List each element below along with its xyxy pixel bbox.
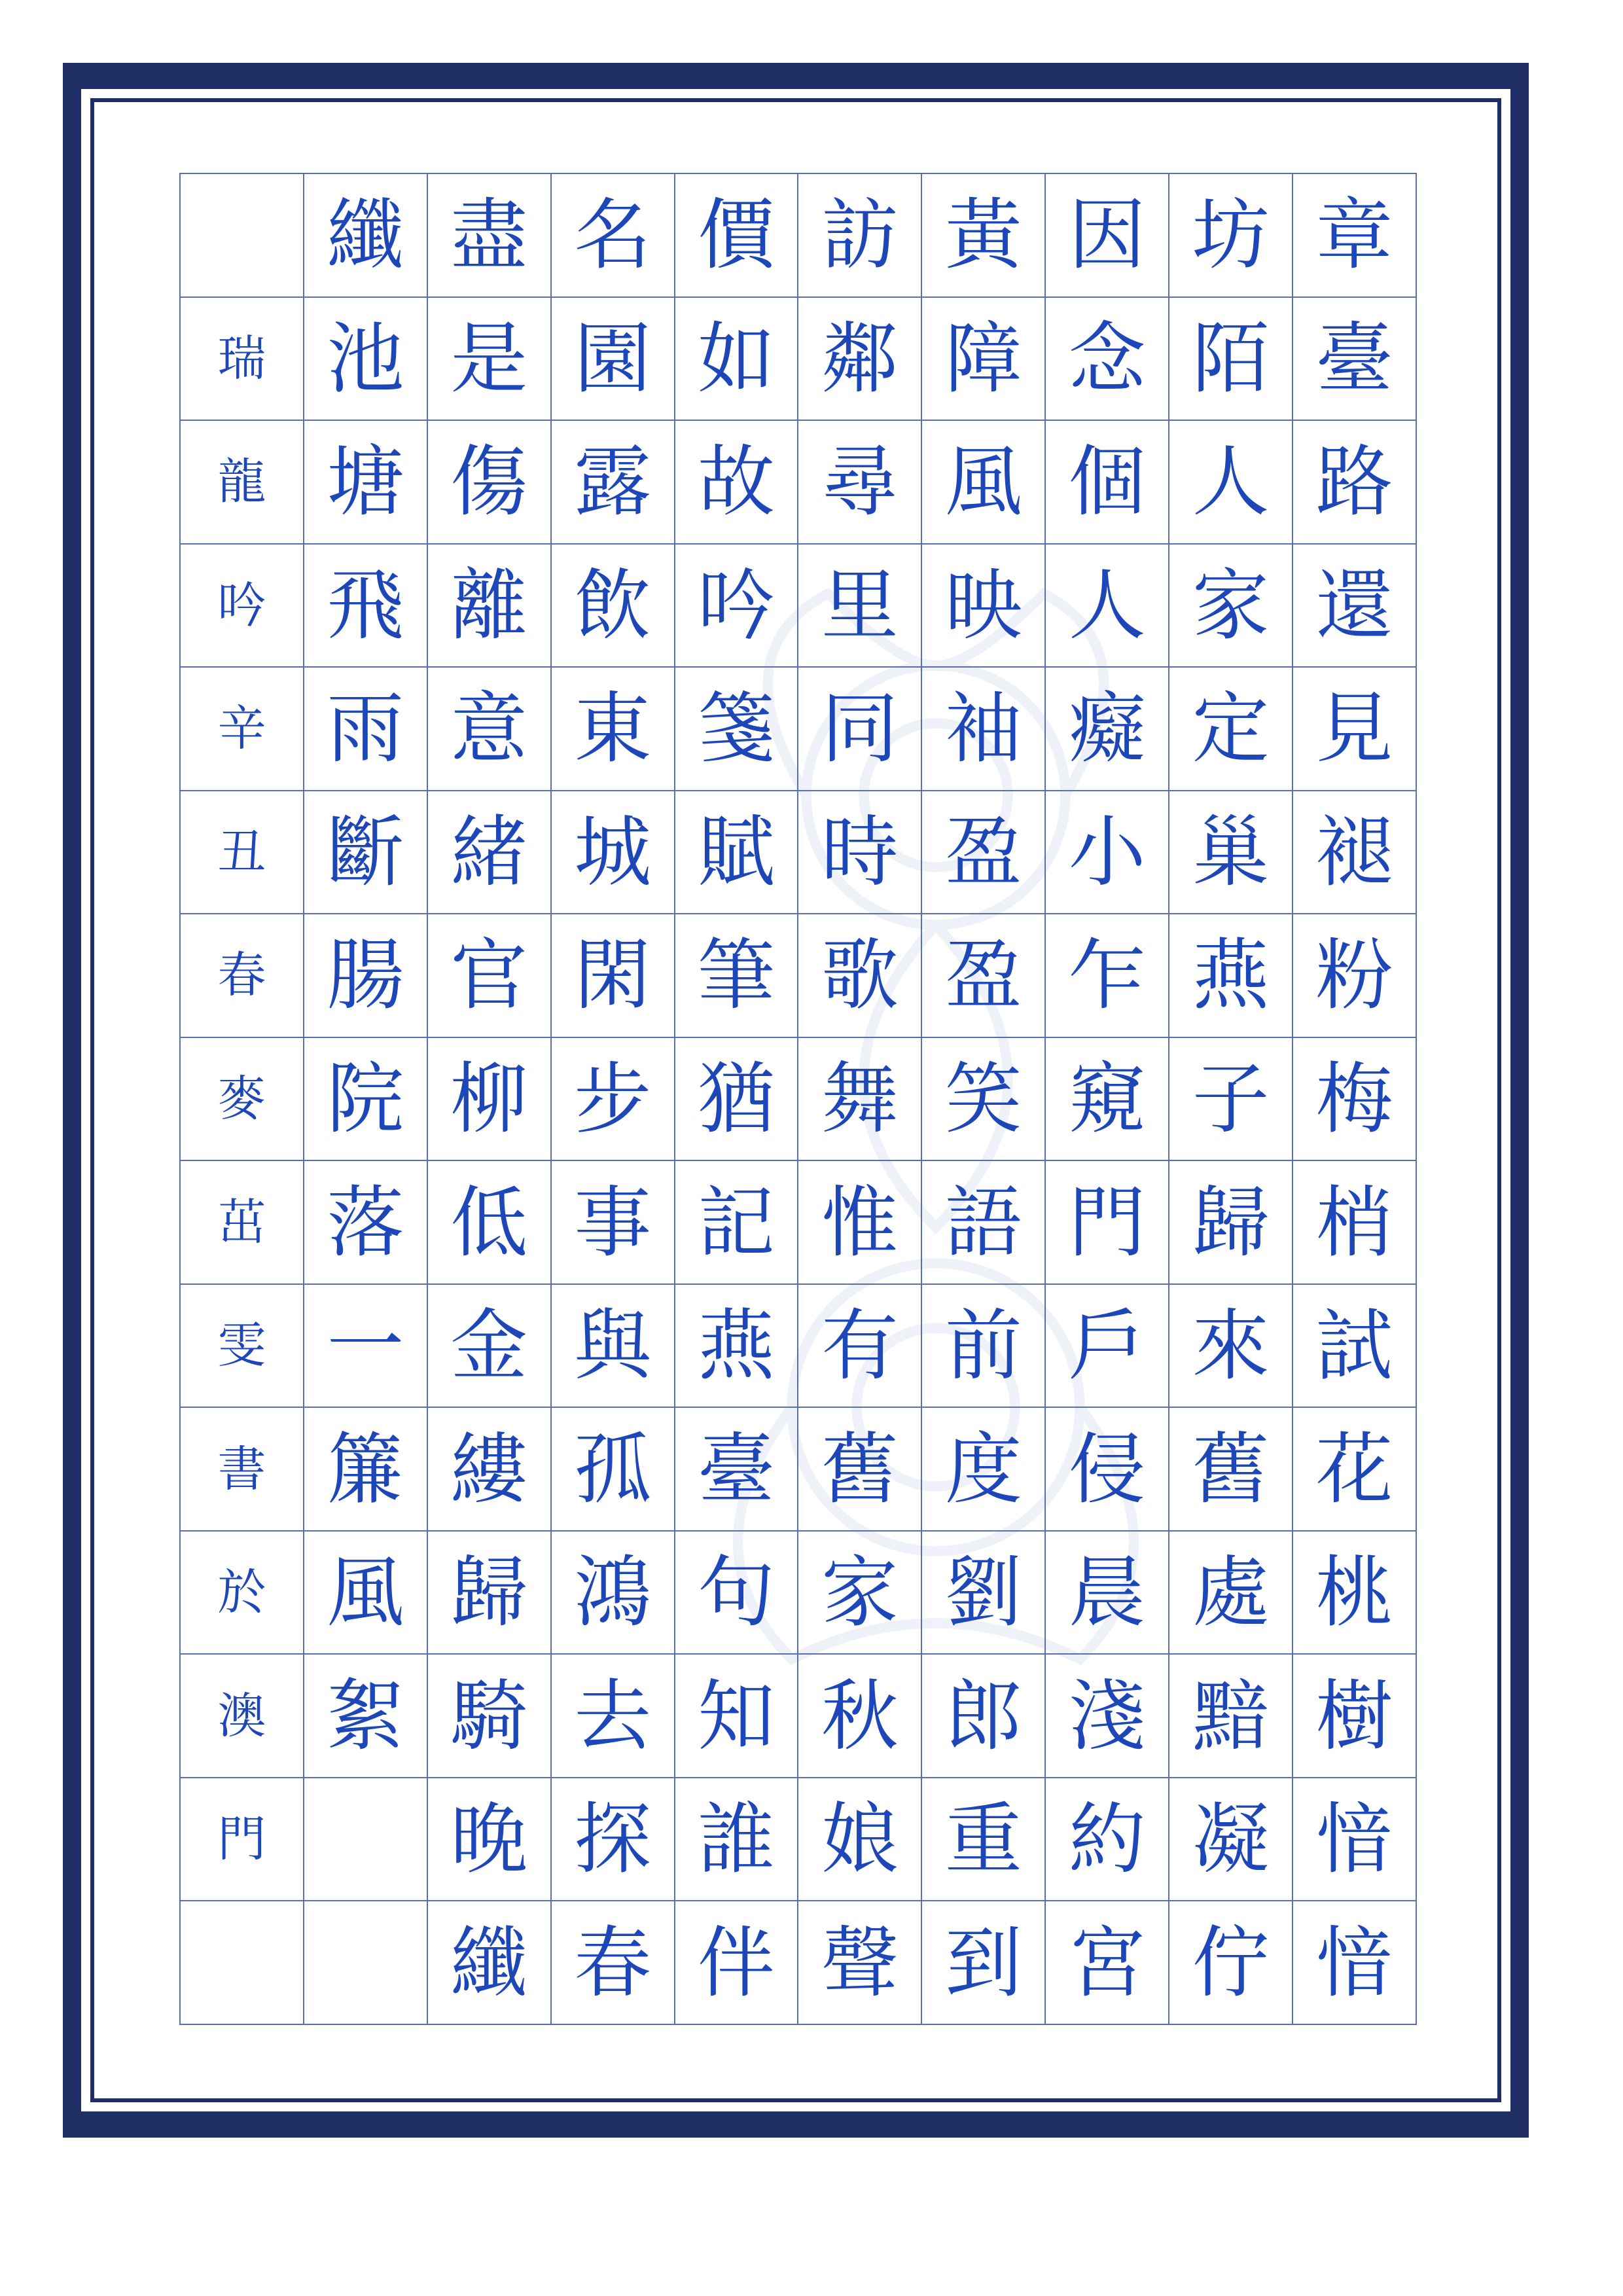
poem-char-cell: 同 [798, 668, 922, 791]
poem-char-cell: 訪 [798, 174, 922, 298]
poem-char-cell: 纖 [428, 1901, 552, 2025]
poem-char-cell: 念 [1046, 298, 1169, 422]
poem-char-cell: 障 [922, 298, 1046, 422]
poem-char-cell: 佇 [1169, 1901, 1293, 2025]
poem-char-cell: 故 [675, 421, 799, 545]
poem-char-cell: 定 [1169, 668, 1293, 791]
poem-char-cell: 塘 [304, 421, 428, 545]
poem-char-cell: 桃 [1293, 1532, 1417, 1655]
poem-char-cell: 子 [1169, 1038, 1293, 1162]
poem-char-cell: 重 [922, 1778, 1046, 1902]
poem-char-cell: 金 [428, 1285, 552, 1408]
poem-char-cell: 尋 [798, 421, 922, 545]
poem-char-cell: 笑 [922, 1038, 1046, 1162]
signature-char-cell: 於 [181, 1532, 304, 1655]
poem-char-cell: 愔 [1293, 1901, 1417, 2025]
poem-char-cell: 盡 [428, 174, 552, 298]
poem-char-cell: 晨 [1046, 1532, 1169, 1655]
poem-char-cell: 燕 [675, 1285, 799, 1408]
poem-char-cell: 落 [304, 1161, 428, 1285]
poem-char-cell: 知 [675, 1655, 799, 1778]
poem-char-cell: 傷 [428, 421, 552, 545]
poem-char-cell: 一 [304, 1285, 428, 1408]
signature-char-cell: 茁 [181, 1161, 304, 1285]
poem-char-cell: 乍 [1046, 914, 1169, 1038]
signature-char-cell [181, 174, 304, 298]
poem-char-cell: 人 [1046, 545, 1169, 668]
poem-char-cell: 歌 [798, 914, 922, 1038]
poem-char-cell: 與 [552, 1285, 675, 1408]
poem-char-cell: 院 [304, 1038, 428, 1162]
poem-char-cell [304, 1778, 428, 1902]
poem-char-cell: 人 [1169, 421, 1293, 545]
signature-char-cell: 辛 [181, 668, 304, 791]
poem-char-cell: 閑 [552, 914, 675, 1038]
poem-char-cell: 官 [428, 914, 552, 1038]
poem-char-cell: 騎 [428, 1655, 552, 1778]
poem-char-cell: 晚 [428, 1778, 552, 1902]
poem-char-cell: 縷 [428, 1408, 552, 1532]
poem-char-cell: 黯 [1169, 1655, 1293, 1778]
poem-char-cell: 盈 [922, 791, 1046, 915]
poem-char-cell: 雨 [304, 668, 428, 791]
poem-char-cell: 時 [798, 791, 922, 915]
poem-char-cell: 飲 [552, 545, 675, 668]
poem-char-cell: 斷 [304, 791, 428, 915]
signature-char-cell: 龍 [181, 421, 304, 545]
poem-char-cell: 里 [798, 545, 922, 668]
poem-char-cell: 箋 [675, 668, 799, 791]
signature-char-cell: 瑞 [181, 298, 304, 422]
poem-char-cell: 名 [552, 174, 675, 298]
poem-char-cell: 纖 [304, 174, 428, 298]
poem-char-cell: 燕 [1169, 914, 1293, 1038]
poem-char-cell: 梅 [1293, 1038, 1417, 1162]
poem-char-cell: 來 [1169, 1285, 1293, 1408]
poem-char-cell: 城 [552, 791, 675, 915]
poem-char-cell: 舊 [798, 1408, 922, 1532]
poem-char-cell: 誰 [675, 1778, 799, 1902]
poem-char-cell: 凝 [1169, 1778, 1293, 1902]
poem-char-cell: 秋 [798, 1655, 922, 1778]
poem-char-cell: 郎 [922, 1655, 1046, 1778]
poem-char-cell: 路 [1293, 421, 1417, 545]
poem-char-cell: 露 [552, 421, 675, 545]
poem-char-cell: 窺 [1046, 1038, 1169, 1162]
poem-char-cell: 巢 [1169, 791, 1293, 915]
signature-char-cell: 澳 [181, 1655, 304, 1778]
signature-char-cell: 書 [181, 1408, 304, 1532]
signature-char-cell: 門 [181, 1778, 304, 1902]
poem-char-cell: 陌 [1169, 298, 1293, 422]
poem-char-cell: 處 [1169, 1532, 1293, 1655]
poem-char-cell: 飛 [304, 545, 428, 668]
poem-char-cell: 見 [1293, 668, 1417, 791]
poem-char-cell: 去 [552, 1655, 675, 1778]
poem-char-cell: 臺 [675, 1408, 799, 1532]
poem-char-cell: 坊 [1169, 174, 1293, 298]
poem-char-cell: 孤 [552, 1408, 675, 1532]
poem-char-cell: 惟 [798, 1161, 922, 1285]
poem-char-cell: 園 [552, 298, 675, 422]
poem-char-cell: 腸 [304, 914, 428, 1038]
poem-char-cell: 是 [428, 298, 552, 422]
poem-char-cell: 黃 [922, 174, 1046, 298]
signature-char-cell: 吟 [181, 545, 304, 668]
poem-char-cell: 愔 [1293, 1778, 1417, 1902]
poem-char-cell: 鄰 [798, 298, 922, 422]
poem-char-cell: 猶 [675, 1038, 799, 1162]
poem-char-cell: 淺 [1046, 1655, 1169, 1778]
poem-char-cell: 粉 [1293, 914, 1417, 1038]
poem-char-cell: 伴 [675, 1901, 799, 2025]
poem-char-cell: 低 [428, 1161, 552, 1285]
poem-char-cell: 步 [552, 1038, 675, 1162]
signature-char-cell: 春 [181, 914, 304, 1038]
signature-char-cell: 麥 [181, 1038, 304, 1162]
poem-char-cell: 春 [552, 1901, 675, 2025]
poem-char-cell: 歸 [1169, 1161, 1293, 1285]
signature-char-cell: 雯 [181, 1285, 304, 1408]
poem-char-cell: 風 [304, 1532, 428, 1655]
poem-char-cell: 意 [428, 668, 552, 791]
signature-char-cell [181, 1901, 304, 2025]
poem-char-cell: 約 [1046, 1778, 1169, 1902]
signature-char-cell: 丑 [181, 791, 304, 915]
poem-char-cell: 有 [798, 1285, 922, 1408]
poem-char-cell: 池 [304, 298, 428, 422]
poem-char-cell [304, 1901, 428, 2025]
manuscript-grid [179, 173, 1417, 2025]
poem-char-cell: 價 [675, 174, 799, 298]
poem-char-cell: 樹 [1293, 1655, 1417, 1778]
poem-char-cell: 到 [922, 1901, 1046, 2025]
poem-char-cell: 門 [1046, 1161, 1169, 1285]
poem-char-cell: 簾 [304, 1408, 428, 1532]
poem-char-cell: 前 [922, 1285, 1046, 1408]
poem-char-cell: 臺 [1293, 298, 1417, 422]
poem-char-cell: 鴻 [552, 1532, 675, 1655]
poem-char-cell: 家 [1169, 545, 1293, 668]
poem-char-cell: 小 [1046, 791, 1169, 915]
poem-char-cell: 筆 [675, 914, 799, 1038]
poem-char-cell: 花 [1293, 1408, 1417, 1532]
poem-char-cell: 袖 [922, 668, 1046, 791]
poem-char-cell: 絮 [304, 1655, 428, 1778]
poem-char-cell: 歸 [428, 1532, 552, 1655]
poem-char-cell: 還 [1293, 545, 1417, 668]
poem-char-cell: 梢 [1293, 1161, 1417, 1285]
poem-char-cell: 娘 [798, 1778, 922, 1902]
poem-char-cell: 柳 [428, 1038, 552, 1162]
poem-char-cell: 因 [1046, 174, 1169, 298]
poem-char-cell: 緒 [428, 791, 552, 915]
poem-char-cell: 如 [675, 298, 799, 422]
poem-char-cell: 映 [922, 545, 1046, 668]
poem-char-cell: 劉 [922, 1532, 1046, 1655]
poem-char-cell: 東 [552, 668, 675, 791]
poem-char-cell: 事 [552, 1161, 675, 1285]
poem-char-cell: 宮 [1046, 1901, 1169, 2025]
poem-char-cell: 試 [1293, 1285, 1417, 1408]
poem-char-cell: 風 [922, 421, 1046, 545]
poem-char-cell: 賦 [675, 791, 799, 915]
poem-char-cell: 舞 [798, 1038, 922, 1162]
poem-char-cell: 探 [552, 1778, 675, 1902]
poem-char-cell: 記 [675, 1161, 799, 1285]
poem-char-cell: 章 [1293, 174, 1417, 298]
poem-char-cell: 聲 [798, 1901, 922, 2025]
poem-char-cell: 舊 [1169, 1408, 1293, 1532]
poem-char-cell: 度 [922, 1408, 1046, 1532]
poem-char-cell: 盈 [922, 914, 1046, 1038]
poem-char-cell: 吟 [675, 545, 799, 668]
poem-char-cell: 語 [922, 1161, 1046, 1285]
poem-char-cell: 癡 [1046, 668, 1169, 791]
poem-char-cell: 褪 [1293, 791, 1417, 915]
poem-char-cell: 個 [1046, 421, 1169, 545]
poem-char-cell: 句 [675, 1532, 799, 1655]
poem-char-cell: 離 [428, 545, 552, 668]
poem-char-cell: 家 [798, 1532, 922, 1655]
poem-char-cell: 侵 [1046, 1408, 1169, 1532]
poem-char-cell: 戶 [1046, 1285, 1169, 1408]
